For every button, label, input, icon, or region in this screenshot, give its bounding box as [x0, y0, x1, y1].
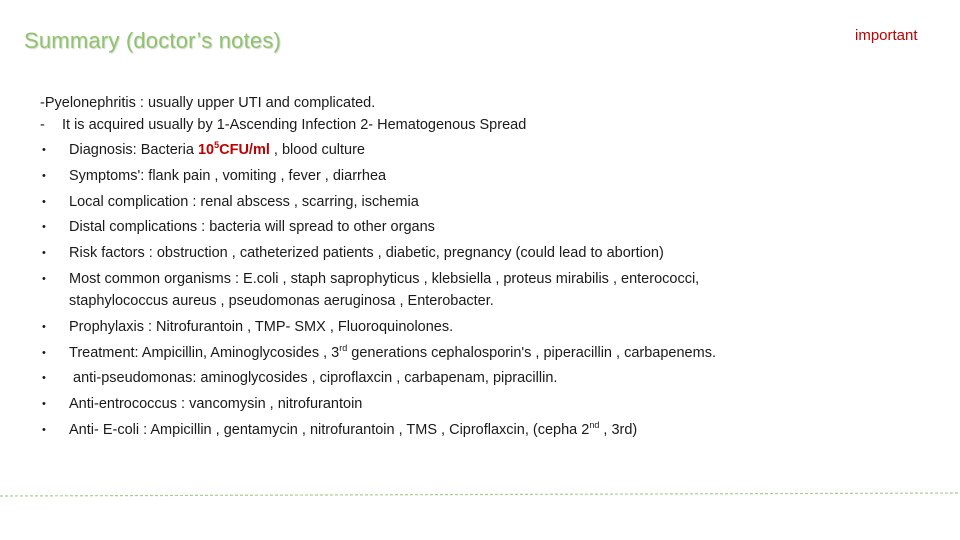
risk-factors-text: Risk factors : obstruction , catheterized patients , diabetic, pregnancy (could lead to abortion)	[69, 245, 664, 262]
anti-ecoli-prefix: Anti- E-coli : Ampicillin , gentamycin , nitrofurantoin , TMS , Ciproflaxcin, (cepha 2	[69, 421, 590, 438]
anti-entrococcus-text: Anti-entrococcus : vancomysin , nitrofurantoin	[69, 396, 363, 413]
local-complication-text: Local complication : renal abscess , scarring, ischemia	[69, 193, 419, 210]
bullet-icon: •	[42, 169, 46, 182]
bottom-divider	[0, 492, 960, 498]
bullet-icon: •	[42, 398, 46, 411]
diagnosis-suffix: , blood culture	[269, 142, 365, 158]
intro-line-2	[40, 114, 526, 136]
organisms-text: Most common organisms : E.coli , staph saprophyticus , klebsiella , proteus mirabilis , enterococci, staphylococcus aureus , pseudomonas aeruginosa , Enterobacter.	[69, 270, 700, 309]
list-item	[40, 242, 760, 264]
bullet-icon: •	[42, 272, 46, 285]
diagnosis-text	[69, 139, 760, 161]
bullet-icon: •	[42, 144, 46, 156]
treatment-ordinal: rd	[339, 342, 348, 353]
slide-title: Summary (doctor’s notes)	[24, 28, 282, 53]
intro-block	[40, 92, 526, 136]
distal-complication-text: Distal complications : bacteria will spread to other organs	[69, 219, 435, 236]
anti-pseudomonas-text: anti-pseudomonas: aminoglycosides , ciproflaxcin , carbapenam, pipracillin.	[69, 370, 558, 387]
dash-marker: -	[40, 117, 45, 133]
list-item	[40, 216, 760, 238]
list-item	[40, 165, 760, 187]
treatment-text	[69, 342, 760, 364]
list-item	[40, 419, 760, 441]
prophylaxis-text: Prophylaxis : Nitrofurantoin , TMP- SMX , Fluoroquinolones.	[69, 318, 454, 335]
bullet-icon: •	[42, 320, 46, 333]
threshold-base: 10	[197, 142, 215, 158]
important-tag: important	[855, 27, 918, 44]
list-item	[40, 342, 760, 364]
list-item	[40, 316, 760, 338]
intro-line-2-text: It is acquired usually by 1-Ascending Infection 2- Hematogenous Spread	[62, 117, 527, 133]
symptoms-text: Symptoms': flank pain , vomiting , fever , diarrhea	[69, 167, 387, 184]
bullet-icon: •	[42, 247, 46, 260]
anti-ecoli-suffix: , 3rd)	[599, 421, 638, 438]
list-item	[40, 139, 760, 161]
threshold-exponent: 5	[214, 140, 220, 151]
bullet-icon: •	[42, 221, 46, 234]
threshold-unit: CFU/ml	[219, 142, 270, 158]
anti-ecoli-ordinal: nd	[589, 420, 600, 431]
bullet-icon: •	[42, 346, 46, 359]
treatment-suffix: generations cephalosporin's , piperacillin , carbapenems.	[347, 344, 716, 361]
list-item	[40, 268, 760, 312]
diagnosis-threshold	[198, 142, 270, 158]
summary-bullet-list	[40, 139, 760, 445]
list-item	[40, 367, 760, 389]
diagnosis-prefix: Diagnosis: Bacteria	[69, 142, 198, 158]
intro-line-1: -Pyelonephritis : usually upper UTI and complicated.	[40, 95, 376, 111]
bullet-icon: •	[42, 423, 46, 436]
list-item	[40, 393, 760, 415]
bullet-icon: •	[42, 195, 46, 208]
bullet-icon: •	[42, 372, 46, 385]
treatment-prefix: Treatment: Ampicillin, Aminoglycosides , 3	[69, 344, 340, 361]
list-item	[40, 191, 760, 213]
anti-ecoli-text	[69, 419, 760, 441]
